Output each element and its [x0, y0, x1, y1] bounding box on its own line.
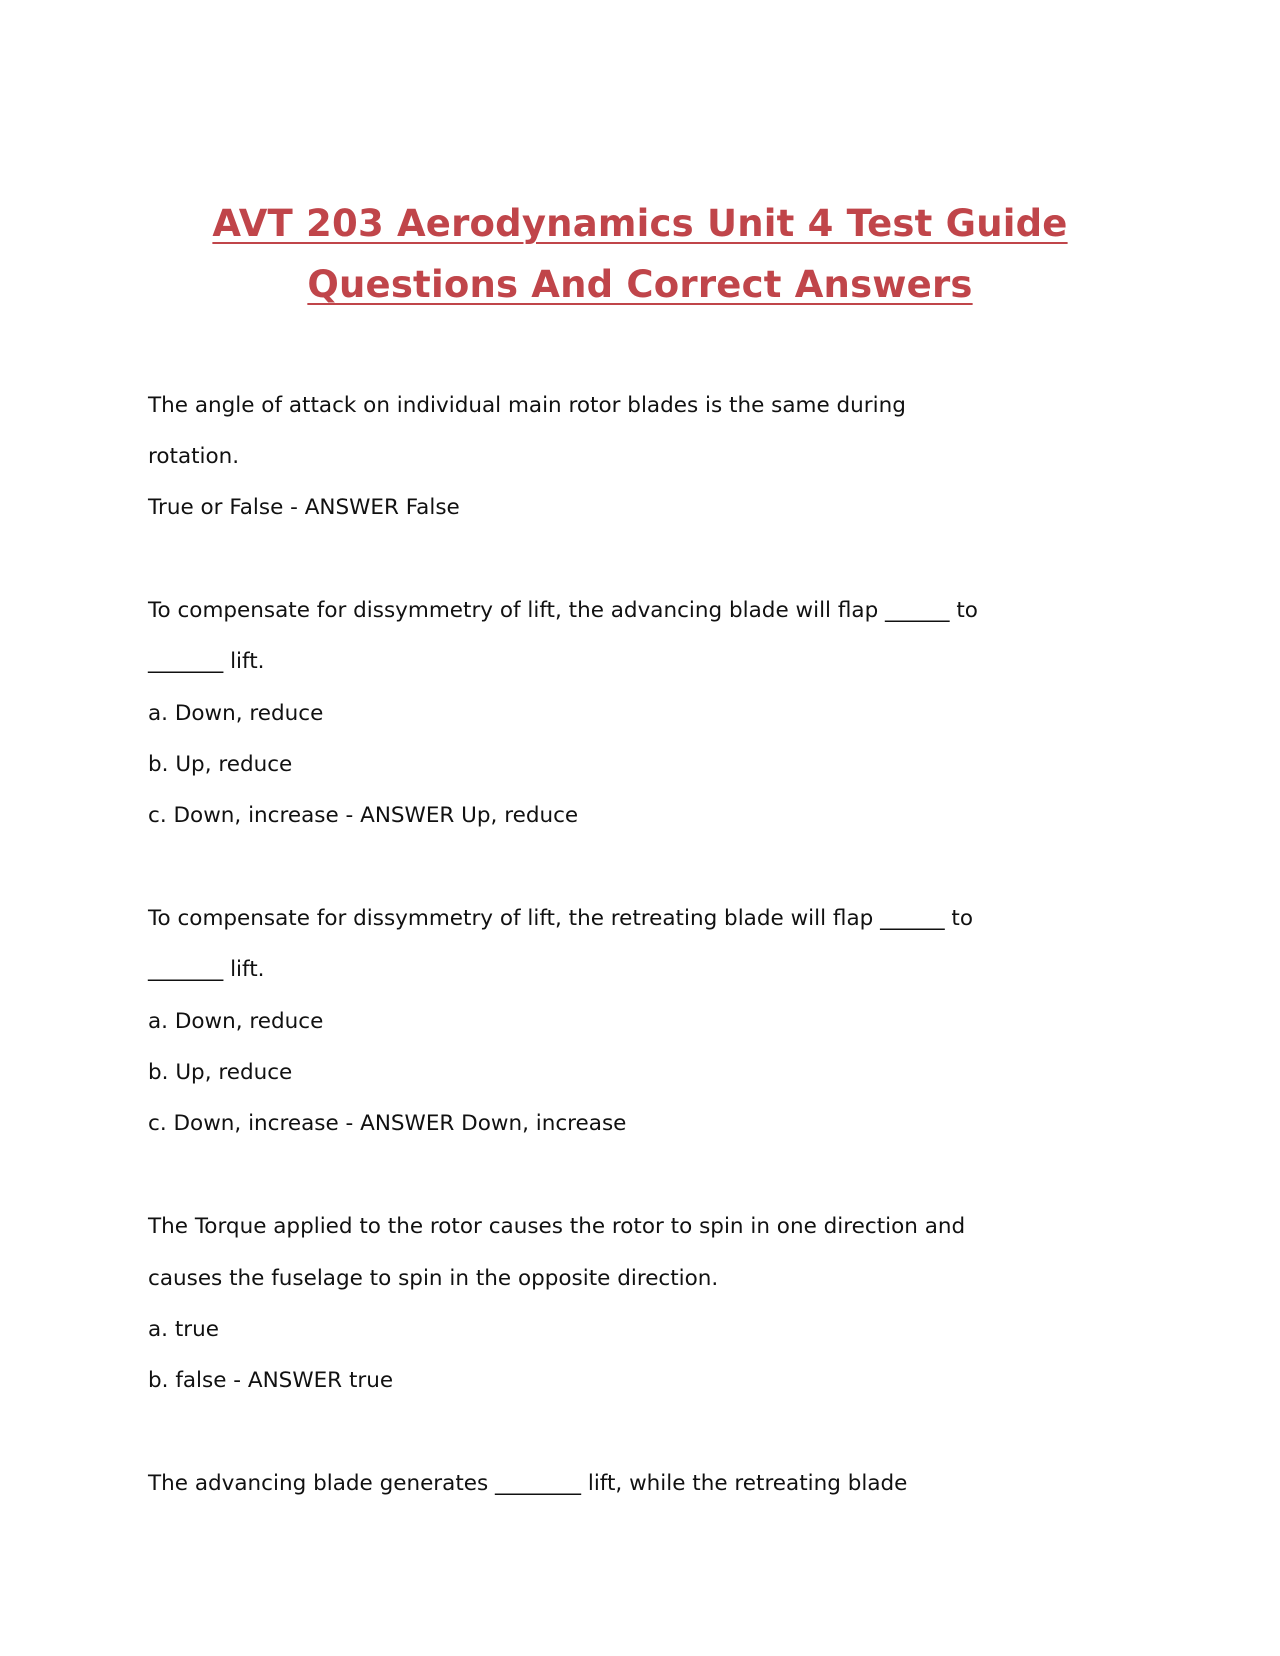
question-1-text-line-1: The angle of attack on individual main rotor blades is the same during: [148, 393, 906, 418]
document-title-line-2: Questions And Correct Answers: [307, 263, 973, 306]
question-2-option-b: b. Up, reduce: [148, 752, 293, 777]
question-1-answer: True or False - ANSWER False: [148, 495, 460, 520]
question-2-option-c-answer: c. Down, increase - ANSWER Up, reduce: [148, 803, 579, 828]
question-3-option-a: a. Down, reduce: [148, 1009, 324, 1034]
question-4-text-line-1: The Torque applied to the rotor causes the rotor to spin in one direction and: [148, 1214, 966, 1239]
question-5-text-line-1: The advancing blade generates ________ lift, while the retreating blade: [148, 1471, 908, 1496]
question-4-option-b-answer: b. false - ANSWER true: [148, 1368, 394, 1393]
question-4-option-a: a. true: [148, 1317, 219, 1342]
question-1-text-line-2: rotation.: [148, 444, 240, 469]
question-4-text-line-2: causes the fuselage to spin in the opposite direction.: [148, 1266, 719, 1291]
question-3-option-b: b. Up, reduce: [148, 1060, 293, 1085]
question-2-text-line-2: _______ lift.: [148, 649, 265, 674]
question-3-text-line-1: To compensate for dissymmetry of lift, the retreating blade will flap ______ to: [148, 906, 974, 931]
document-title-line-1: AVT 203 Aerodynamics Unit 4 Test Guide: [212, 202, 1068, 245]
question-2-text-line-1: To compensate for dissymmetry of lift, the advancing blade will flap ______ to: [148, 598, 978, 623]
question-3-text-line-2: _______ lift.: [148, 957, 265, 982]
question-2-option-a: a. Down, reduce: [148, 701, 324, 726]
question-3-option-c-answer: c. Down, increase - ANSWER Down, increase: [148, 1111, 627, 1136]
